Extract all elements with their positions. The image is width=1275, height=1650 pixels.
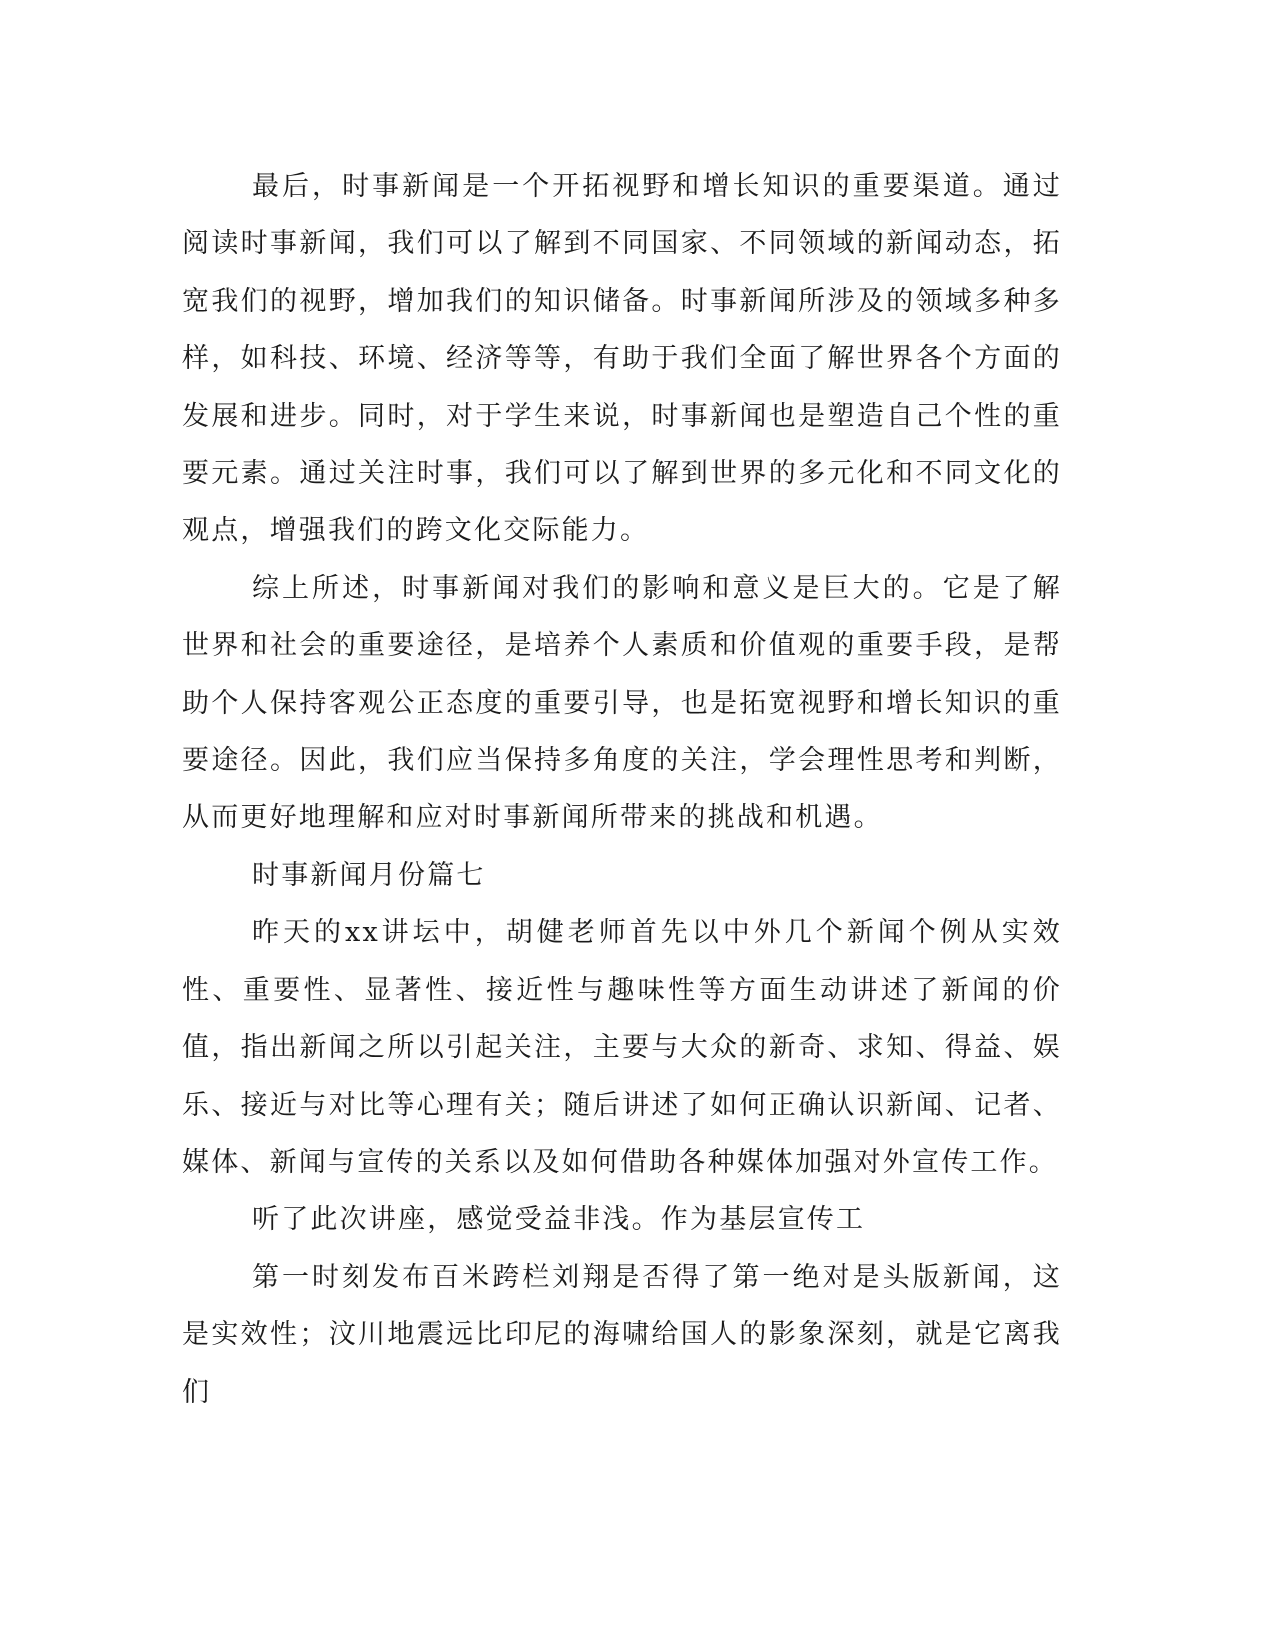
section-heading: 时事新闻月份篇七 (252, 859, 486, 891)
paragraph-conclusion: 综上所述，时事新闻对我们的影响和意义是巨大的。它是了解世界和社会的重要途径，是培养个人素质和价值观的重要手段，是帮助个人保持客观公正态度的重要引导，也是拓宽视野和增长知识的重要途径。因此，我们应当保持多角度的关注，学会理性思考和判断，从而更好地理解和应对时事新闻所带来的挑战和机遇。 (182, 572, 1062, 834)
paragraph-lecture-summary: 昨天的xx讲坛中，胡健老师首先以中外几个新闻个例从实效性、重要性、显著性、接近性与趣味性等方面生动讲述了新闻的价值，指出新闻之所以引起关注，主要与大众的新奇、求知、得益、娱乐、接近与对比等心理有关；随后讲述了如何正确认识新闻、记者、媒体、新闻与宣传的关系以及如何借助各种媒体加强对外宣传工作。 (182, 917, 1062, 1178)
document-body (182, 158, 1062, 1421)
paragraph-news-broadens-horizons: 最后，时事新闻是一个开拓视野和增长知识的重要渠道。通过阅读时事新闻，我们可以了解到不同国家、不同领域的新闻动态，拓宽我们的视野，增加我们的知识储备。时事新闻所涉及的领域多种多样，如科技、环境、经济等等，有助于我们全面了解世界各个方面的发展和进步。同时，对于学生来说，时事新闻也是塑造自己个性的重要元素。通过关注时事，我们可以了解到世界的多元化和不同文化的观点，增强我们的跨文化交际能力。 (182, 171, 1062, 547)
paragraph-news-examples: 第一时刻发布百米跨栏刘翔是否得了第一绝对是头版新闻，这是实效性；汶川地震远比印尼的海啸给国人的影象深刻，就是它离我们 (182, 1261, 1062, 1408)
paragraph-lecture-reflection: 听了此次讲座，感觉受益非浅。作为基层宣传工 (252, 1204, 866, 1236)
